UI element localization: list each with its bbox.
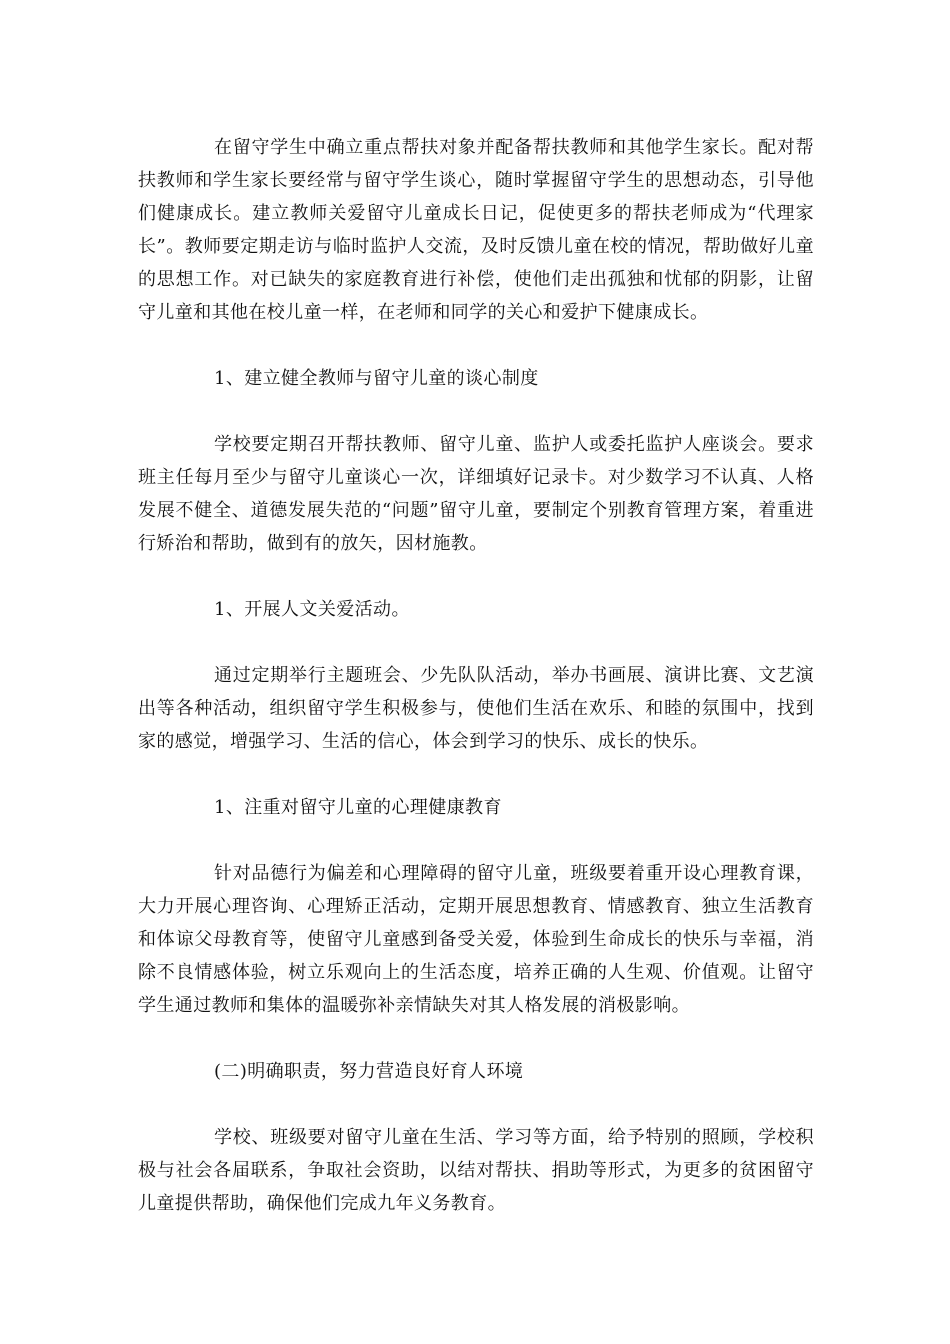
paragraph-2: 学校要定期召开帮扶教师、留守儿童、监护人或委托监护人座谈会。要求班主任每月至少与留守儿童谈心一次，详细填好记录卡。对少数学习不认真、人格发展不健全、道德发展失范的“问题”留守儿童，要制定个别教育管理方案，着重进行矫治和帮助，做到有的放矢，因材施教。 <box>138 434 814 554</box>
paragraph-5: 学校、班级要对留守儿童在生活、学习等方面，给予特别的照顾，学校积极与社会各届联系，争取社会资助，以结对帮扶、捐助等形式，为更多的贫困留守儿童提供帮助，确保他们完成九年义务教育。 <box>138 1127 814 1214</box>
section-heading-1: 1、建立健全教师与留守儿童的谈心制度 <box>214 368 539 389</box>
paragraph-4: 针对品德行为偏差和心理障碍的留守儿童，班级要着重开设心理教育课，大力开展心理咨询、心理矫正活动，定期开展思想教育、情感教育、独立生活教育和体谅父母教育等，使留守儿童感到备受关爱，体验到生命成长的快乐与幸福，消除不良情感体验，树立乐观向上的生活态度，培养正确的人生观、价值观。让留守学生通过教师和集体的温暖弥补亲情缺失对其人格发展的消极影响。 <box>138 863 814 1016</box>
section-heading-4: (二)明确职责，努力营造良好育人环境 <box>214 1061 524 1082</box>
section-heading-2: 1、开展人文关爱活动。 <box>214 599 410 620</box>
document-body <box>138 131 814 1253</box>
paragraph-3: 通过定期举行主题班会、少先队队活动，举办书画展、演讲比赛、文艺演出等各种活动，组织留守学生积极参与，使他们生活在欢乐、和睦的氛围中，找到家的感觉，增强学习、生活的信心，体会到学习的快乐、成长的快乐。 <box>138 665 814 752</box>
section-heading-3: 1、注重对留守儿童的心理健康教育 <box>214 797 502 818</box>
paragraph-1: 在留守学生中确立重点帮扶对象并配备帮扶教师和其他学生家长。配对帮扶教师和学生家长要经常与留守学生谈心，随时掌握留守学生的思想动态，引导他们健康成长。建立教师关爱留守儿童成长日记，促使更多的帮扶老师成为“代理家长”。教师要定期走访与临时监护人交流，及时反馈儿童在校的情况，帮助做好儿童的思想工作。对已缺失的家庭教育进行补偿，使他们走出孤独和忧郁的阴影，让留守儿童和其他在校儿童一样，在老师和同学的关心和爱护下健康成长。 <box>138 137 814 323</box>
